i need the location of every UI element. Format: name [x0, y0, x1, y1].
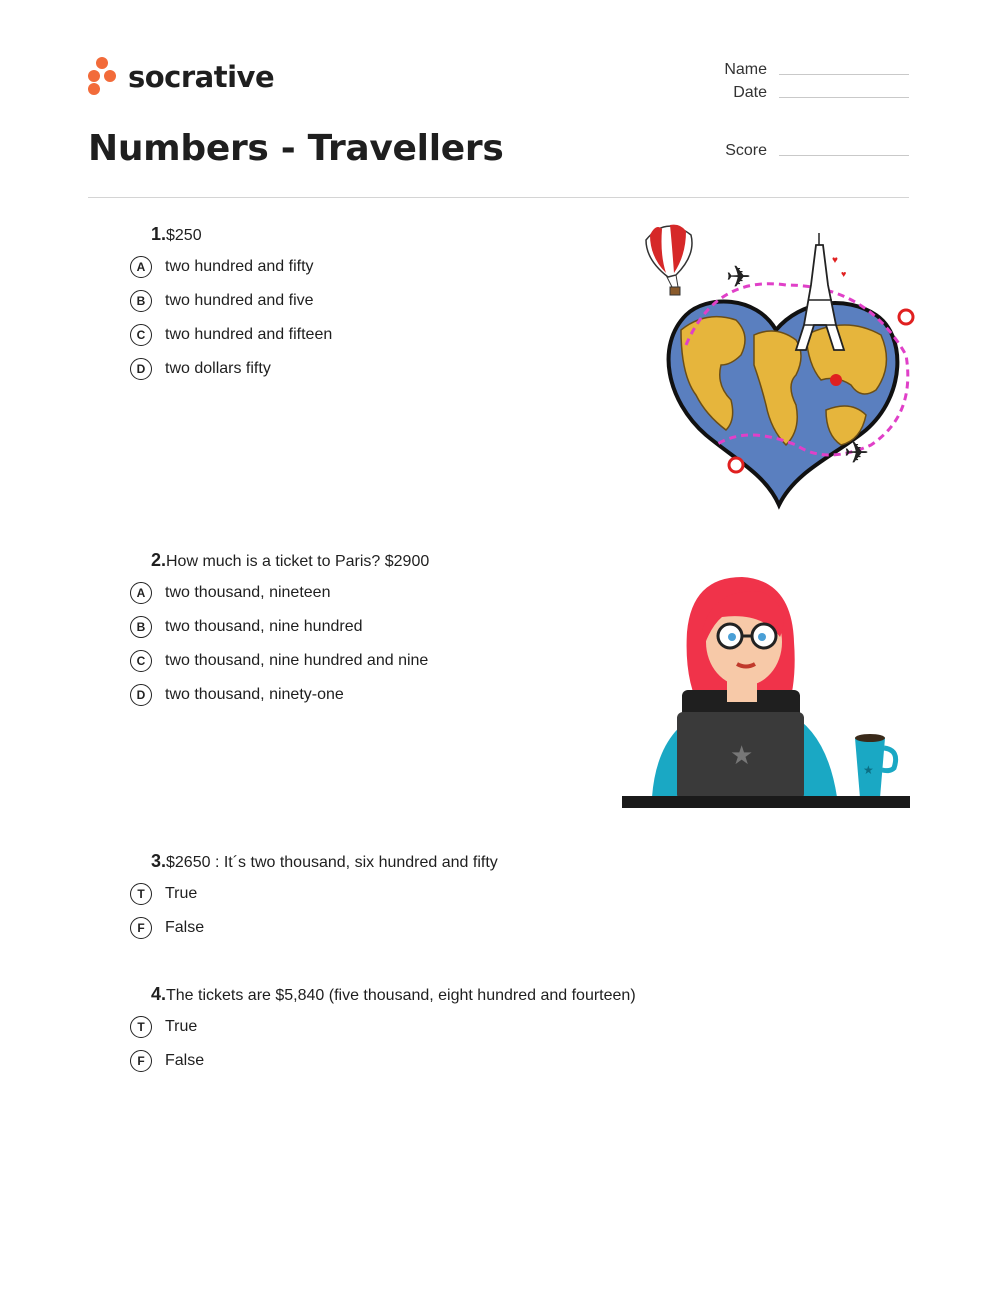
page-title: Numbers - Travellers: [88, 128, 504, 169]
option-label: two hundred and fifteen: [165, 326, 333, 343]
option-letter: T: [130, 1016, 152, 1038]
name-field[interactable]: [697, 61, 909, 79]
question-text: The tickets are $5,840 (five thousand, eight hundred and fourteen): [166, 987, 636, 1004]
map-pin-icon: [830, 374, 842, 386]
option-letter: A: [130, 582, 152, 604]
option-label: two thousand, nineteen: [165, 584, 331, 601]
option-false[interactable]: [130, 1044, 730, 1078]
coffee-cup-icon: [855, 734, 896, 798]
name-line[interactable]: [779, 73, 909, 75]
option-label: True: [165, 885, 198, 902]
option-letter: B: [130, 616, 152, 638]
option-label: two thousand, ninety-one: [165, 686, 344, 703]
option-label: False: [165, 919, 205, 936]
option-letter: D: [130, 358, 152, 380]
question-3: [130, 851, 730, 945]
hot-air-balloon-icon: [646, 225, 692, 295]
hexagon-dots-icon: [88, 57, 120, 97]
score-field[interactable]: [697, 142, 909, 160]
svg-text:★: ★: [863, 763, 874, 777]
option-label: two dollars fifty: [165, 360, 271, 377]
question-number: 2.: [150, 550, 166, 570]
option-letter: F: [130, 917, 152, 939]
woman-laptop-illustration: [622, 572, 912, 812]
option-letter: T: [130, 883, 152, 905]
option-label: two thousand, nine hundred: [165, 618, 363, 635]
option-letter: C: [130, 324, 152, 346]
question-text: $2650 : It´s two thousand, six hundred and fifty: [166, 854, 498, 871]
star-icon: ★: [730, 740, 754, 770]
date-field[interactable]: [697, 84, 909, 102]
option-label: two thousand, nine hundred and nine: [165, 652, 429, 669]
question-4: [130, 984, 730, 1078]
question-text: How much is a ticket to Paris? $2900: [166, 553, 430, 570]
option-letter: F: [130, 1050, 152, 1072]
question-text: $250: [166, 227, 202, 244]
socrative-logo: [88, 56, 274, 98]
heart-icon: ♥: [841, 269, 847, 279]
option-label: two hundred and five: [165, 292, 314, 309]
question-number: 3.: [150, 851, 166, 871]
question-number: 1.: [150, 224, 166, 244]
airplane-icon: ✈: [844, 437, 870, 470]
score-line[interactable]: [779, 154, 909, 156]
option-true[interactable]: [130, 877, 730, 911]
option-letter: A: [130, 256, 152, 278]
option-letter: B: [130, 290, 152, 312]
desk: [622, 796, 910, 808]
heart-world-map-illustration: [636, 215, 916, 510]
name-label: Name: [724, 61, 767, 78]
question-number: 4.: [150, 984, 166, 1004]
date-label: Date: [733, 84, 767, 101]
brand-name: socrative: [128, 60, 275, 94]
option-true[interactable]: [130, 1010, 730, 1044]
option-label: two hundred and fifty: [165, 258, 314, 275]
option-label: False: [165, 1052, 205, 1069]
option-label: True: [165, 1018, 198, 1035]
score-label: Score: [725, 142, 767, 159]
map-pin-icon: [899, 310, 913, 324]
date-line[interactable]: [779, 96, 909, 98]
map-pin-icon: [729, 458, 743, 472]
option-letter: C: [130, 650, 152, 672]
option-letter: D: [130, 684, 152, 706]
heart-icon: ♥: [832, 255, 838, 266]
option-false[interactable]: [130, 911, 730, 945]
divider: [88, 197, 909, 198]
airplane-icon: ✈: [726, 261, 752, 294]
